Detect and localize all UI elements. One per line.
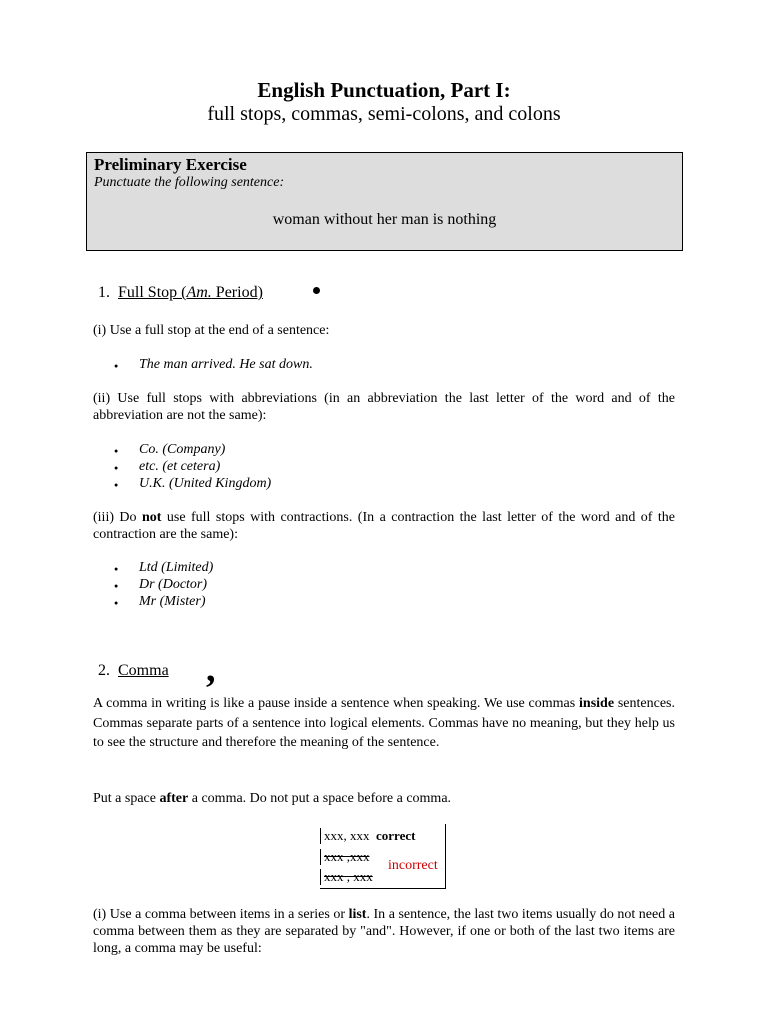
para-1-b: sentences. Commas separate parts of a sentence into logical elements. Commas have no meaning, but they help us to see the structure and therefore the meaning of the sentence. (93, 696, 675, 750)
list-item-text: etc. (et cetera) (139, 459, 221, 474)
bullet-icon: ● (114, 582, 119, 590)
section-1-title-a: Full Stop ( (118, 284, 187, 301)
table-row-incorrect-1: xxx ,xxx (320, 849, 370, 865)
preliminary-exercise-box (86, 152, 683, 251)
comma-spacing-table (320, 824, 446, 889)
space-rule (93, 790, 451, 807)
bullet-icon: ● (114, 464, 119, 472)
list-item-text: Dr (Doctor) (139, 577, 208, 592)
section-1-title (118, 284, 263, 301)
section-1-title-em: Am. (186, 284, 212, 301)
para-2-bold: after (159, 791, 189, 806)
comma-paragraph (93, 694, 675, 753)
incorrect-label: incorrect (388, 858, 438, 873)
para-2-b: a comma. Do not put a space before a comma. (188, 791, 452, 806)
section-1-heading (98, 284, 263, 302)
exercise-heading: Preliminary Exercise (94, 155, 247, 174)
section-1-title-b: Period) (211, 284, 263, 301)
correct-example: xxx, xxx (324, 828, 370, 843)
bullet-icon: ● (114, 447, 119, 455)
para-2-a: Put a space (93, 791, 160, 806)
comma-rule-1-bold: list (348, 907, 367, 922)
list-item-text: Ltd (Limited) (139, 560, 214, 575)
comma-rule-1 (93, 906, 675, 957)
rule-3 (93, 509, 675, 543)
table-row-correct (320, 828, 415, 844)
comma-symbol-icon: , (206, 648, 216, 690)
rule-3-a: (iii) Do (93, 510, 142, 525)
bullet-icon: ● (114, 481, 119, 489)
section-2-number: 2. (98, 662, 110, 679)
table-row-incorrect-2: xxx , xxx (320, 869, 373, 885)
rule-2: (ii) Use full stops with abbreviations (in an abbreviation the last letter of the word and of the abbreviation are not the same): (93, 391, 675, 423)
para-1-bold: inside (579, 696, 615, 711)
list-item-text: U.K. (United Kingdom) (139, 476, 272, 491)
page-subtitle: full stops, commas, semi-colons, and colons (207, 103, 561, 125)
full-stop-symbol-icon (313, 287, 320, 294)
rule-1: (i) Use a full stop at the end of a sentence: (93, 323, 330, 338)
page-title: English Punctuation, Part I: (257, 78, 511, 102)
list-item-text: The man arrived. He sat down. (139, 357, 313, 372)
list-item-text: Mr (Mister) (139, 594, 206, 609)
section-2-heading (98, 662, 169, 680)
section-2-title: Comma (118, 662, 169, 679)
bullet-icon: ● (114, 599, 119, 607)
list-item-text: Co. (Company) (139, 442, 226, 457)
exercise-sentence: woman without her man is nothing (272, 211, 497, 228)
comma-rule-1-b: . In a sentence, the last two items usually do not need a comma between them as they are separated by "and". However, if one or both of the last two items are long, a comma may be useful: (93, 907, 676, 956)
exercise-instruction: Punctuate the following sentence: (94, 175, 285, 190)
bullet-icon: ● (114, 362, 119, 370)
bullet-icon: ● (114, 565, 119, 573)
rule-3-bold: not (142, 510, 162, 525)
rule-3-b: use full stops with contractions. (In a contraction the last letter of the word and of the contraction are the same): (93, 510, 675, 542)
para-1-a: A comma in writing is like a pause inside a sentence when speaking. We use commas (93, 696, 580, 711)
section-1-number: 1. (98, 284, 110, 301)
list-item (114, 356, 118, 375)
correct-label: correct (376, 828, 416, 843)
comma-rule-1-a: (i) Use a comma between items in a series or (93, 907, 349, 922)
